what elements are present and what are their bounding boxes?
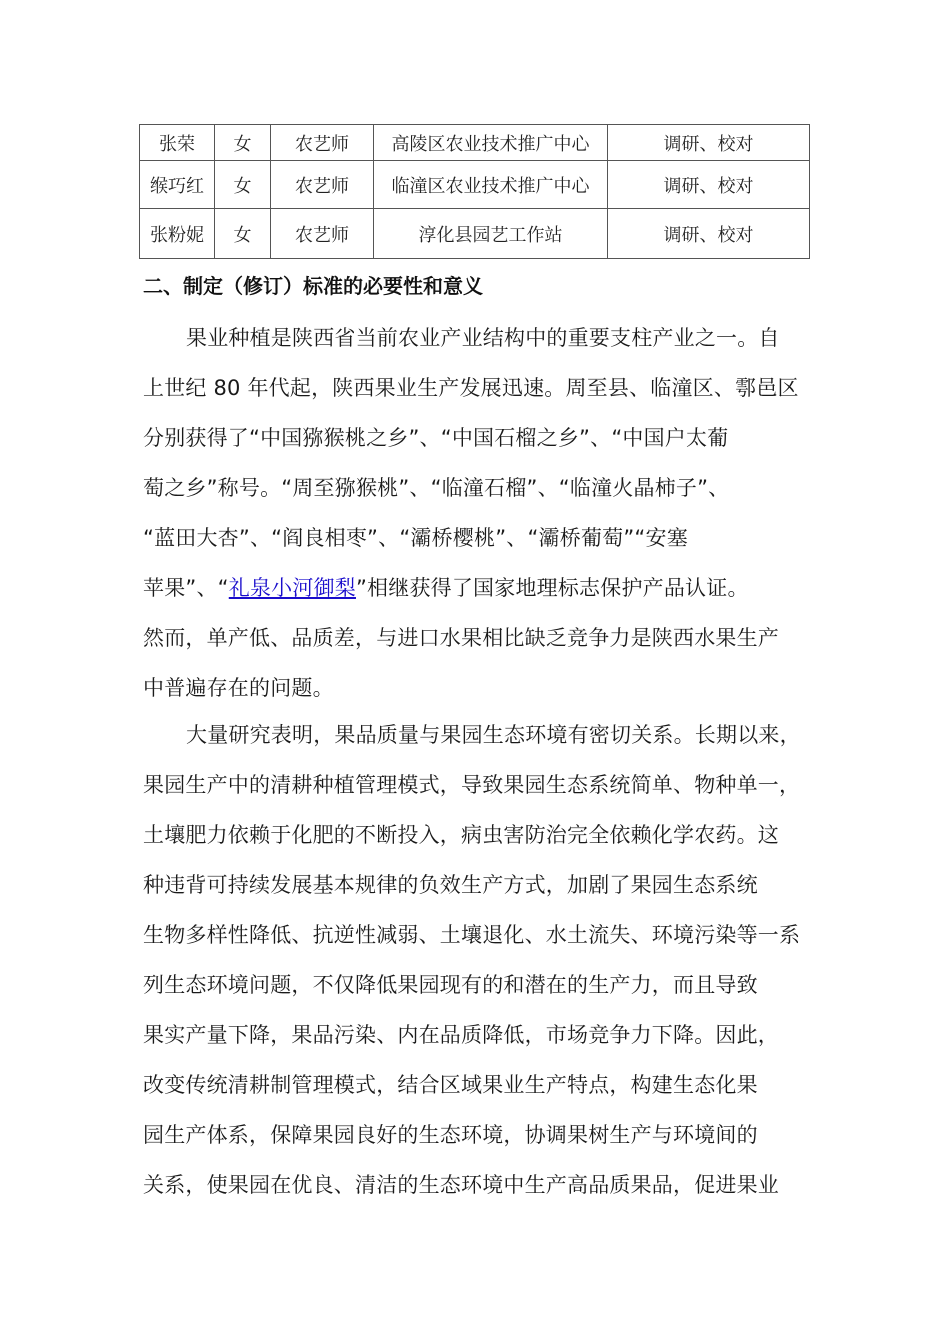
paragraph-line: 果园生产中的清耕种植管理模式，导致果园生态系统简单、物种单一， (143, 773, 801, 797)
cell-organization: 高陵区农业技术推广中心 (374, 125, 608, 161)
paragraph-line: 改变传统清耕制管理模式，结合区域果业生产特点，构建生态化果 (143, 1073, 758, 1097)
cell-role: 调研、校对 (608, 161, 810, 209)
cell-name: 张粉妮 (140, 209, 215, 259)
cell-role: 调研、校对 (608, 125, 810, 161)
cell-name: 缑巧红 (140, 161, 215, 209)
paragraph-line: 果业种植是陕西省当前农业产业结构中的重要支柱产业之一。自 (186, 326, 780, 350)
paragraph-line: 大量研究表明，果品质量与果园生态环境有密切关系。长期以来， (186, 723, 801, 747)
cell-title: 农艺师 (271, 209, 374, 259)
staff-table (139, 124, 810, 259)
cell-title: 农艺师 (271, 161, 374, 209)
cell-gender: 女 (215, 125, 271, 161)
cell-title: 农艺师 (271, 125, 374, 161)
paragraph-line: 分别获得了“中国猕猴桃之乡”、“中国石榴之乡”、“中国户太葡 (143, 426, 729, 450)
paragraph-line: 关系，使果园在优良、清洁的生态环境中生产高品质果品，促进果业 (143, 1173, 779, 1197)
paragraph-line: 园生产体系，保障果园良好的生态环境，协调果树生产与环境间的 (143, 1123, 758, 1147)
paragraph-line (143, 572, 749, 602)
cell-organization: 淳化县园艺工作站 (374, 209, 608, 259)
link-lixuan-pear[interactable]: 礼泉小河御梨 (228, 576, 356, 600)
paragraph-line: “蓝田大杏”、“阎良相枣”、“灞桥樱桃”、“灞桥葡萄”“安塞 (143, 526, 688, 550)
text-segment: 苹果”、“ (143, 576, 229, 600)
table-row (140, 125, 810, 161)
cell-organization: 临潼区农业技术推广中心 (374, 161, 608, 209)
cell-gender: 女 (215, 209, 271, 259)
paragraph-line: 上世纪 80 年代起，陕西果业生产发展迅速。周至县、临潼区、鄠邑区 (143, 376, 799, 400)
cell-role: 调研、校对 (608, 209, 810, 259)
paragraph-line: 中普遍存在的问题。 (143, 676, 334, 700)
section-heading: 二、制定（修订）标准的必要性和意义 (143, 274, 483, 298)
paragraph-line: 列生态环境问题，不仅降低果园现有的和潜在的生产力，而且导致 (143, 973, 758, 997)
paragraph-line: 果实产量下降，果品污染、内在品质降低，市场竞争力下降。因此， (143, 1023, 779, 1047)
paragraph-line: 然而，单产低、品质差，与进口水果相比缺乏竞争力是陕西水果生产 (143, 626, 779, 650)
table-row (140, 161, 810, 209)
paragraph-line: 萄之乡”称号。“周至猕猴桃”、“临潼石榴”、“临潼火晶柿子”、 (143, 476, 730, 500)
paragraph-line: 种违背可持续发展基本规律的负效生产方式，加剧了果园生态系统 (143, 873, 758, 897)
table-row (140, 209, 810, 259)
cell-name: 张荣 (140, 125, 215, 161)
paragraph-line: 生物多样性降低、抗逆性减弱、土壤退化、水土流失、环境污染等一系 (143, 923, 801, 947)
paragraph-line: 土壤肥力依赖于化肥的不断投入，病虫害防治完全依赖化学农药。这 (143, 823, 779, 847)
text-segment: ”相继获得了国家地理标志保护产品认证。 (355, 576, 749, 600)
cell-gender: 女 (215, 161, 271, 209)
